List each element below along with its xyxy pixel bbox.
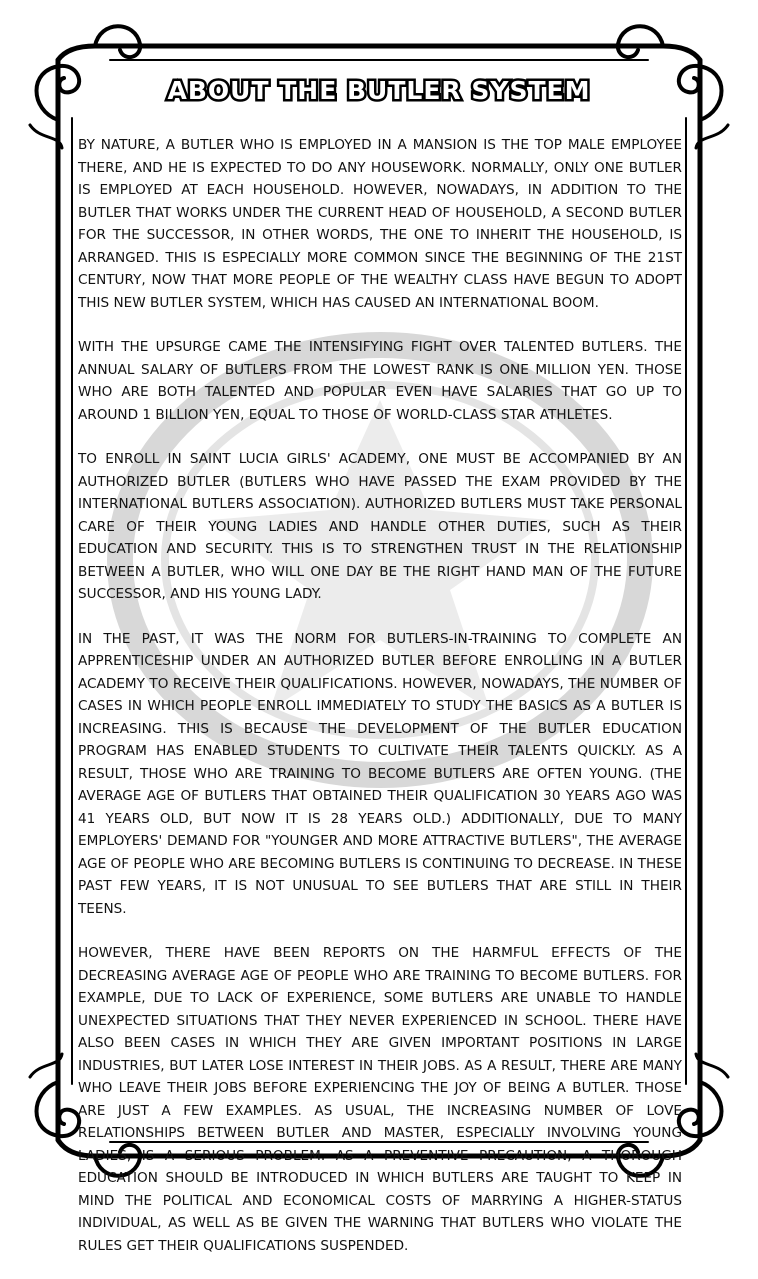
article-body xyxy=(78,134,682,1279)
paragraph: BY NATURE, A BUTLER WHO IS EMPLOYED IN A MANSION IS THE TOP MALE EMPLOYEE THERE, AND HE IS EXPECTED TO DO ANY HOUSEWORK. NORMALLY, ONLY ONE BUTLER IS EMPLOYED AT EACH HOUSEHOLD. HOWEVER, NOWADAYS, IN ADDITION TO THE BUTLER THAT WORKS UNDER THE CURRENT HEAD OF HOUSEHOLD, A SECOND BUTLER FOR THE SUCCESSOR, IN OTHER WORDS, THE ONE TO INHERIT THE HOUSEHOLD, IS ARRANGED. THIS IS ESPECIALLY MORE COMMON SINCE THE BEGINNING OF THE 21ST CENTURY, NOW THAT MORE PEOPLE OF THE WEALTHY CLASS HAVE BEGUN TO ADOPT THIS NEW BUTLER SYSTEM, WHICH HAS CAUSED AN INTERNATIONAL BOOM. xyxy=(78,137,682,311)
paragraph: TO ENROLL IN SAINT LUCIA GIRLS' ACADEMY, ONE MUST BE ACCOMPANIED BY AN AUTHORIZED BUTLER (BUTLERS WHO HAVE PASSED THE EXAM PROVIDED BY THE INTERNATIONAL BUTLERS ASSOCIATION). AUTHORIZED BUTLERS MUST TAKE PERSONAL CARE OF THEIR YOUNG LADIES AND HANDLE OTHER DUTIES, SUCH AS THEIR EDUCATION AND SECURITY. THIS IS TO STRENGTHEN TRUST IN THE RELATIONSHIP BETWEEN A BUTLER, WHO WILL ONE DAY BE THE RIGHT HAND MAN OF THE FUTURE SUCCESSOR, AND HIS YOUNG LADY. xyxy=(78,451,682,602)
paragraph: WITH THE UPSURGE CAME THE INTENSIFYING FIGHT OVER TALENTED BUTLERS. THE ANNUAL SALARY OF BUTLERS FROM THE LOWEST RANK IS ONE MILLION YEN. THOSE WHO ARE BOTH TALENTED AND POPULAR EVEN HAVE SALARIES THAT GO UP TO AROUND 1 BILLION YEN, EQUAL TO THOSE OF WORLD-CLASS STAR ATHLETES. xyxy=(78,339,682,423)
paragraph: IN THE PAST, IT WAS THE NORM FOR BUTLERS-IN-TRAINING TO COMPLETE AN APPRENTICESHIP UNDER AN AUTHORIZED BUTLER BEFORE ENROLLING IN A BUTLER ACADEMY TO RECEIVE THEIR QUALIFICATIONS. HOWEVER, NOWADAYS, THE NUMBER OF CASES IN WHICH PEOPLE ENROLL IMMEDIATELY TO STUDY THE BASICS AS A BUTLER IS INCREASING. THIS IS BECAUSE THE DEVELOPMENT OF THE BUTLER EDUCATION PROGRAM HAS ENABLED STUDENTS TO CULTIVATE THEIR TALENTS QUICKLY. AS A RESULT, THOSE WHO ARE TRAINING TO BECOME BUTLERS ARE OFTEN YOUNG. (THE AVERAGE AGE OF BUTLERS THAT OBTAINED THEIR QUALIFICATION 30 YEARS AGO WAS 41 YEARS OLD, BUT NOW IT IS 28 YEARS OLD.) ADDITIONALLY, DUE TO MANY EMPLOYERS' DEMAND FOR "YOUNGER AND MORE ATTRACTIVE BUTLERS", THE AVERAGE AGE OF PEOPLE WHO ARE BECOMING BUTLERS IS CONTINUING TO DECREASE. IN THESE PAST FEW YEARS, IT IS NOT UNUSUAL TO SEE BUTLERS THAT ARE STILL IN THEIR TEENS. xyxy=(78,630,682,917)
paragraph: HOWEVER, THERE HAVE BEEN REPORTS ON THE HARMFUL EFFECTS OF THE DECREASING AVERAGE AGE OF PEOPLE WHO ARE TRAINING TO BECOME BUTLERS. FOR EXAMPLE, DUE TO LACK OF EXPERIENCE, SOME BUTLERS ARE UNABLE TO HANDLE UNEXPECTED SITUATIONS THAT THEY NEVER EXPERIENCED IN SCHOOL. THERE HAVE ALSO BEEN CASES IN WHICH THEY ARE GIVEN IMPORTANT POSITIONS IN LARGE INDUSTRIES, BUT LATER LOSE INTEREST IN THEIR JOBS. AS A RESULT, THERE ARE MANY WHO LEAVE THEIR JOBS BEFORE EXPERIENCING THE JOY OF BEING A BUTLER. THOSE ARE JUST A FEW EXAMPLES. AS USUAL, THE INCREASING NUMBER OF LOVE RELATIONSHIPS BETWEEN BUTLER AND MASTER, ESPECIALLY INVOLVING YOUNG LADIES, IS A SERIOUS PROBLEM. AS A PREVENTIVE PRECAUTION, A THOROUGH EDUCATION SHOULD BE INTRODUCED IN WHICH BUTLERS ARE TAUGHT TO KEEP IN MIND THE POLITICAL AND ECONOMICAL COSTS OF MARRYING A HIGHER-STATUS INDIVIDUAL, AS WELL AS BE GIVEN THE WARNING THAT BUTLERS WHO VIOLATE THE RULES GET THEIR QUALIFICATIONS SUSPENDED. xyxy=(78,945,682,1254)
title-wrap xyxy=(0,76,758,105)
page-title: ABOUT THE BUTLER SYSTEM xyxy=(167,76,591,105)
